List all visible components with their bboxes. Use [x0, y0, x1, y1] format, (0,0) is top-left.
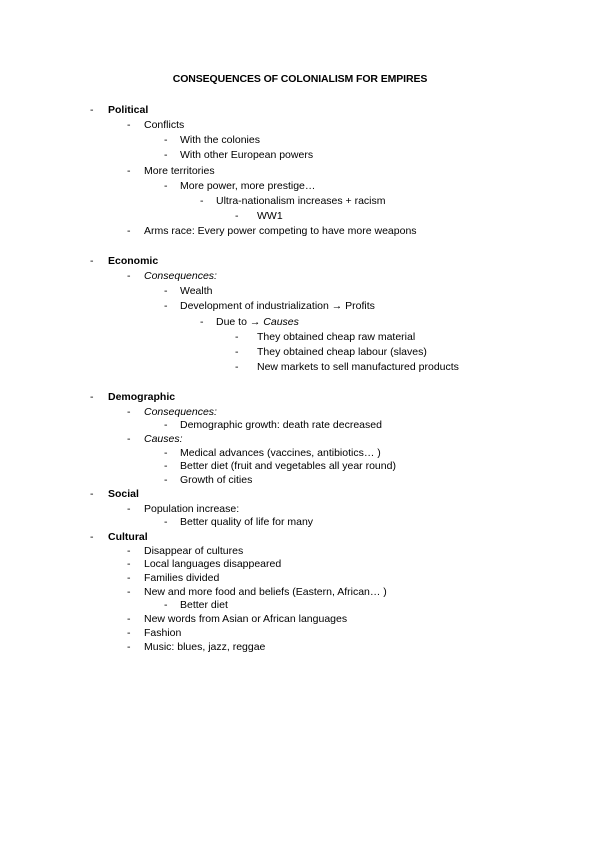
item-text: Ultra-nationalism increases + racism: [216, 195, 386, 207]
bullet-dash: -: [235, 346, 239, 358]
bullet-dash: -: [127, 433, 131, 445]
bullet-dash: -: [127, 119, 131, 131]
bullet-dash: -: [164, 419, 168, 431]
item-text-emphasis: Causes: [263, 316, 299, 328]
bullet-dash: -: [164, 134, 168, 146]
item-text: Economic: [108, 255, 159, 267]
item-text: Local languages disappeared: [144, 558, 282, 570]
bullet-dash: -: [90, 391, 94, 403]
bullet-dash: -: [235, 331, 239, 343]
bullet-dash: -: [127, 586, 131, 598]
bullet-dash: -: [127, 627, 131, 639]
bullet-dash: -: [127, 641, 131, 653]
bullet-dash: -: [127, 225, 131, 237]
item-text: Demographic: [108, 391, 176, 403]
bullet-dash: -: [164, 447, 168, 459]
bullet-dash: -: [127, 572, 131, 584]
bullet-dash: -: [164, 180, 168, 192]
bullet-dash: -: [164, 285, 168, 297]
item-text: They obtained cheap labour (slaves): [257, 346, 427, 358]
bullet-dash: -: [127, 270, 131, 282]
bullet-dash: -: [200, 195, 204, 207]
item-text: Families divided: [144, 572, 220, 584]
item-text: Disappear of cultures: [144, 545, 244, 557]
bullet-dash: -: [235, 210, 239, 222]
item-text: Better quality of life for many: [180, 516, 314, 528]
bullet-dash: -: [127, 165, 131, 177]
item-text: Social: [108, 488, 139, 500]
item-text: New and more food and beliefs (Eastern, African… ): [144, 586, 387, 598]
item-text: New words from Asian or African languages: [144, 613, 348, 625]
bullet-dash: -: [164, 516, 168, 528]
item-text: More power, more prestige…: [180, 180, 316, 192]
item-text: Music: blues, jazz, reggae: [144, 641, 266, 653]
item-text: Development of industrialization → Profits: [180, 300, 375, 312]
bullet-dash: -: [164, 474, 168, 486]
bullet-dash: -: [164, 599, 168, 611]
item-text: Conflicts: [144, 119, 185, 131]
bullet-dash: -: [90, 104, 94, 116]
item-text: Arms race: Every power competing to have more weapons: [144, 225, 417, 237]
bullet-dash: -: [127, 558, 131, 570]
bullet-dash: -: [90, 488, 94, 500]
item-text: Population increase:: [144, 503, 240, 515]
bullet-dash: -: [164, 460, 168, 472]
item-text: Better diet (fruit and vegetables all year round): [180, 460, 396, 472]
item-text: Medical advances (vaccines, antibiotics… ): [180, 447, 381, 459]
item-text: Growth of cities: [180, 474, 253, 486]
bullet-dash: -: [127, 545, 131, 557]
item-text: Fashion: [144, 627, 182, 639]
item-text: New markets to sell manufactured products: [257, 361, 459, 373]
bullet-dash: -: [200, 316, 204, 328]
document-title: CONSEQUENCES OF COLONIALISM FOR EMPIRES: [172, 73, 428, 85]
bullet-dash: -: [90, 255, 94, 267]
bullet-dash: -: [127, 406, 131, 418]
item-text: Due to → Causes: [216, 316, 299, 328]
item-text: Political: [108, 104, 149, 116]
bullet-dash: -: [127, 503, 131, 515]
item-text: Consequences:: [144, 406, 217, 418]
item-text: Consequences:: [144, 270, 217, 282]
bullet-dash: -: [164, 149, 168, 161]
item-text: With the colonies: [180, 134, 260, 146]
item-text: With other European powers: [180, 149, 314, 161]
item-text: More territories: [144, 165, 215, 177]
bullet-dash: -: [127, 613, 131, 625]
bullet-dash: -: [90, 531, 94, 543]
item-text: Causes:: [144, 433, 183, 445]
item-text: They obtained cheap raw material: [257, 331, 416, 343]
item-text: Cultural: [108, 531, 148, 543]
item-text: Wealth: [180, 285, 213, 297]
item-text: WW1: [257, 210, 283, 222]
bullet-dash: -: [164, 300, 168, 312]
item-text: Better diet: [180, 599, 228, 611]
bullet-dash: -: [235, 361, 239, 373]
item-text: Demographic growth: death rate decreased: [180, 419, 382, 431]
